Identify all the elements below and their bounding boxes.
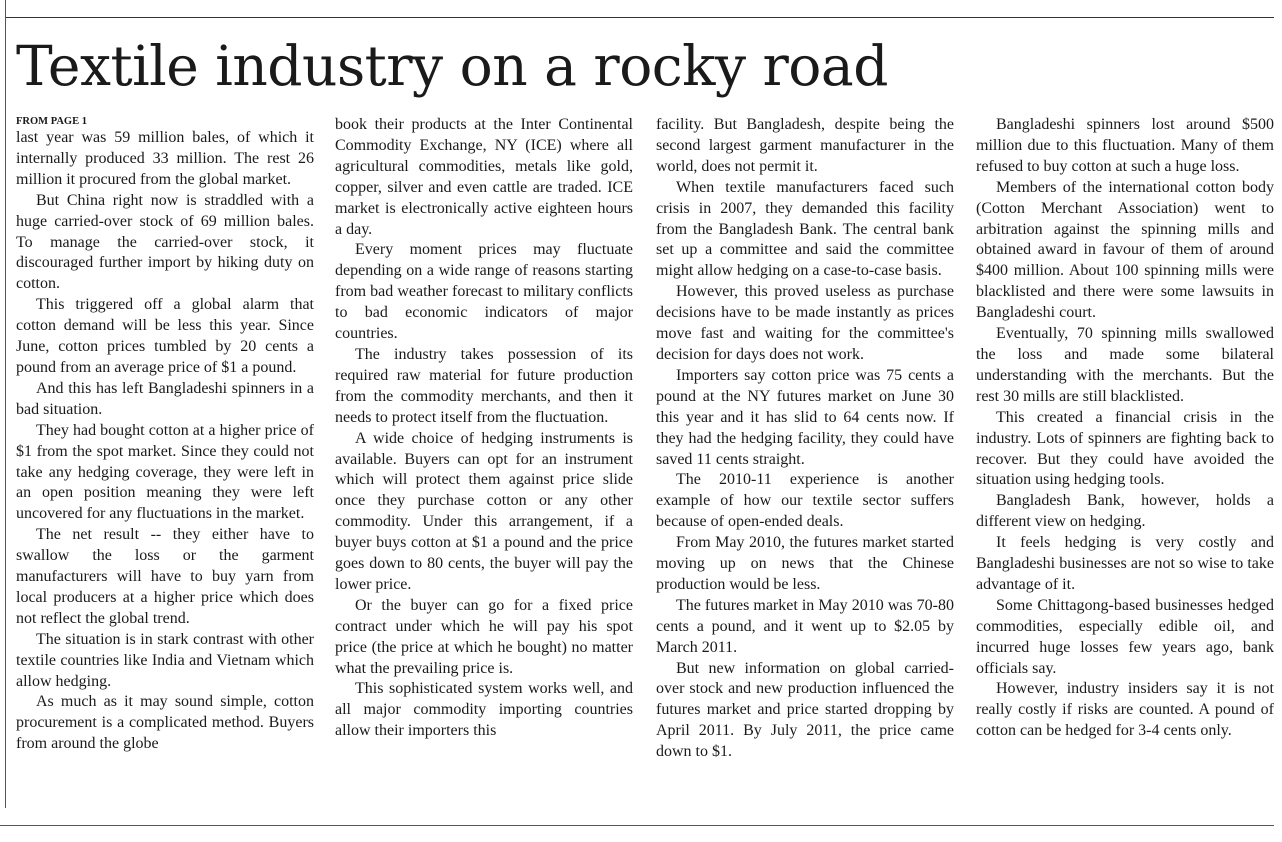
paragraph: When textile manufacturers faced such crisis in 2007, they demanded this facility from the Bangladesh Bank. The central bank set up a committee and said the committee might allow hedging on a case-to-case basis. bbox=[656, 178, 954, 280]
paragraph: This triggered off a global alarm that cotton demand will be less this year. Since June, cotton prices tumbled by 20 cents a pound from an average price of $1 a pound. bbox=[16, 296, 314, 376]
article-column-1 bbox=[16, 115, 314, 755]
paragraph: A wide choice of hedging instruments is available. Buyers can opt for an instrument which will protect them against price slide once they purchase cotton or any other commodity. Under this arrangement, if a buyer buys cotton at $1 a pound and the price goes down to 80 cents, the buyer will pay the lower price. bbox=[335, 429, 633, 593]
paragraph: Importers say cotton price was 75 cents a pound at the NY futures market on June 30 this year and it has slid to 64 cents now. If they had the hedging facility, they could have saved 11 cents straight. bbox=[656, 366, 954, 468]
paragraph: But new information on global carried-over stock and new production influenced the futures market and price started dropping by April 2011. By July 2011, the price came down to $1. bbox=[656, 659, 954, 761]
paragraph: And this has left Bangladeshi spinners in a bad situation. bbox=[16, 379, 314, 418]
paragraph: book their products at the Inter Continental Commodity Exchange, NY (ICE) where all agricultural commodities, metals like gold, copper, silver and even cattle are traded. ICE market is electronically active eighteen hours a day. bbox=[335, 116, 633, 238]
paragraph: It feels hedging is very costly and Bangladeshi businesses are not so wise to take advantage of it. bbox=[976, 534, 1274, 593]
paragraph: The net result -- they either have to swallow the loss or the garment manufacturers will have to buy yarn from local producers at a higher price which does not reflect the global trend. bbox=[16, 526, 314, 627]
paragraph: facility. But Bangladesh, despite being the second largest garment manufacturer in the world, does not permit it. bbox=[656, 116, 954, 175]
paragraph: Bangladeshi spinners lost around $500 million due to this fluctuation. Many of them refused to buy cotton at such a huge loss. bbox=[976, 116, 1274, 175]
paragraph: Members of the international cotton body (Cotton Merchant Association) went to arbitration against the spinning mills and obtained award in favour of them of around $400 million. About 100 spinning mills were blacklisted and there were some lawsuits in Bangladeshi court. bbox=[976, 178, 1274, 322]
paragraph: The 2010-11 experience is another example of how our textile sector suffers because of open-ended deals. bbox=[656, 471, 954, 531]
paragraph: This created a financial crisis in the industry. Lots of spinners are fighting back to recover. But they could have avoided the situation using hedging tools. bbox=[976, 408, 1274, 489]
paragraph: Eventually, 70 spinning mills swallowed the loss and made some bilateral understanding with the merchants. But the rest 30 mills are still blacklisted. bbox=[976, 325, 1274, 405]
paragraph: This sophisticated system works well, and all major commodity importing countries allow their importers this bbox=[335, 680, 633, 740]
article-column-3 bbox=[656, 115, 954, 763]
paragraph: Bangladesh Bank, however, holds a different view on hedging. bbox=[976, 492, 1274, 531]
paragraph: The industry takes possession of its required raw material for future production from the commodity merchants, and then it needs to protect itself from the fluctuation. bbox=[335, 345, 633, 426]
left-border-rule bbox=[5, 0, 6, 808]
paragraph: As much as it may sound simple, cotton procurement is a complicated method. Buyers from around the globe bbox=[16, 693, 314, 753]
headline: Textile industry on a rocky road bbox=[16, 34, 888, 98]
paragraph: However, this proved useless as purchase decisions have to be made instantly as prices move fast and waiting for the committee's decision for days does not work. bbox=[656, 283, 954, 363]
paragraph: last year was 59 million bales, of which it internally produced 33 million. The rest 26 million it procured from the global market. bbox=[16, 129, 314, 188]
paragraph: The futures market in May 2010 was 70-80 cents a pound, and it went up to $2.05 by March 2011. bbox=[656, 596, 954, 656]
bottom-rule bbox=[0, 825, 1274, 826]
paragraph: Some Chittagong-based businesses hedged commodities, especially edible oil, and incurred huge losses few years ago, bank officials say. bbox=[976, 596, 1274, 677]
paragraph: Or the buyer can go for a fixed price contract under which he will pay his spot price (the price at which he bought) no matter what the prevailing price is. bbox=[335, 596, 633, 677]
paragraph: The situation is in stark contrast with other textile countries like India and Vietnam which allow hedging. bbox=[16, 630, 314, 690]
paragraph: They had bought cotton at a higher price of $1 from the spot market. Since they could not take any hedging coverage, they were left in an open position meaning they were left uncovered for any fluctuations in the market. bbox=[16, 421, 314, 523]
kicker: FROM PAGE 1 bbox=[16, 116, 87, 127]
article-column-2 bbox=[335, 115, 633, 742]
paragraph: From May 2010, the futures market started moving up on news that the Chinese production would be less. bbox=[656, 534, 954, 593]
paragraph: But China right now is straddled with a huge carried-over stock of 69 million bales. To manage the carried-over stock, it discouraged further import by hiking duty on cotton. bbox=[16, 191, 314, 293]
article-column-4 bbox=[976, 115, 1274, 742]
paragraph: However, industry insiders say it is not really costly if risks are counted. A pound of cotton can be hedged for 3-4 cents only. bbox=[976, 680, 1274, 740]
paragraph: Every moment prices may fluctuate depending on a wide range of reasons starting from bad weather forecast to military conflicts to bad economic indicators of major countries. bbox=[335, 241, 633, 343]
top-rule bbox=[6, 17, 1274, 18]
